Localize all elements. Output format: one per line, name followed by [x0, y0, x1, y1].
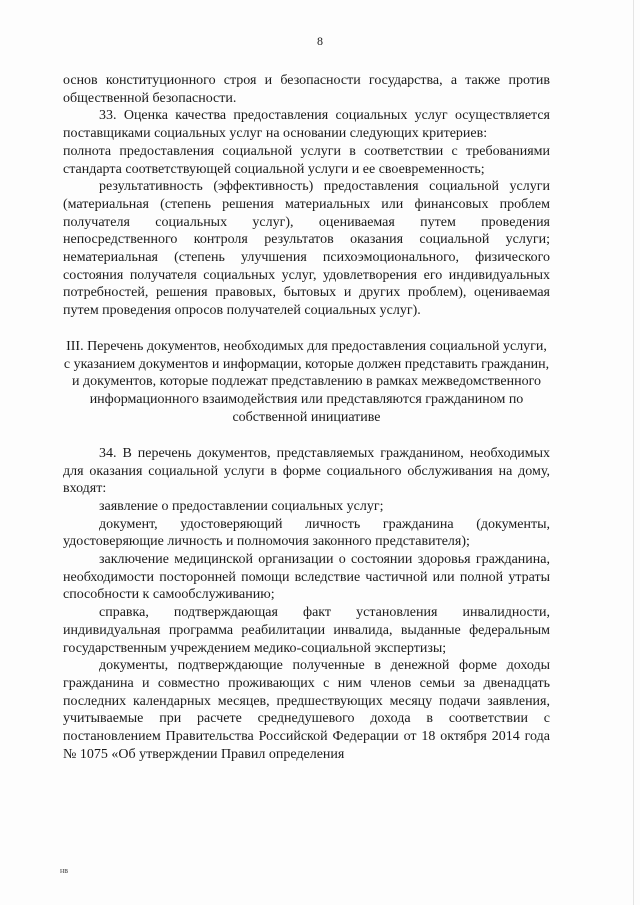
page-number: 8: [317, 34, 323, 48]
section-heading: III. Перечень документов, необходимых для предоставления социальной услуги, с указанием документов и информации, которые должен представить гражданин, и документов, которые подлежат представлению в рамках межведомственного информационного взаимодействия или представляются гражданином по собственной инициативе: [63, 338, 550, 426]
paragraph-34: 34. В перечень документов, представляемых гражданином, необходимых для оказания социальной услуги в форме социального обслуживания на дому, входят:: [63, 445, 550, 497]
spacer: [63, 427, 550, 445]
list-item-income-documents: документы, подтверждающие полученные в денежной форме доходы гражданина и совместно проживающих с ним членов семьи за двенадцать последних календарных месяцев, предшествующих месяцу подачи заявления, учитываемые при расчете среднедушевого дохода в соответствии с постановлением Правительства Российской Федерации от 18 октября 2014 года № 1075 «Об утверждении Правил определения: [63, 658, 550, 762]
list-item-application: заявление о предоставлении социальных услуг;: [99, 498, 384, 514]
list-item-medical-conclusion: заключение медицинской организации о состоянии здоровья гражданина, необходимости посторонней помощи вследствие частичной или полной утраты способности к самообслуживанию;: [63, 552, 550, 603]
criterion-effectiveness: результативность (эффективность) предоставления социальной услуги (материальная (степень решения материальных или финансовых проблем получателя социальных услуг), оцениваемая путем проведения непосредственного контроля результатов оказания социальной услуги; нематериальная (степень улучшения психоэмоционального, физического состояния получателя социальных услуг, удовлетворения его индивидуальных потребностей, решения правовых, бытовых и других проблем), оцениваемая путем проведения опросов получателей социальных услуг).: [63, 179, 550, 319]
paragraph-33: 33. Оценка качества предоставления социальных услуг осуществляется поставщиками социальных услуг на основании следующих критериев:: [63, 108, 550, 142]
document-body: [63, 72, 550, 763]
list-item-disability-certificate: справка, подтверждающая факт установления инвалидности, индивидуальная программа реабилитации инвалида, выданные федеральным государственным учреждением медико-социальной экспертизы;: [63, 605, 550, 656]
spacer: [63, 320, 550, 338]
criterion-completeness: полнота предоставления социальной услуги в соответствии с требованиями стандарта соответствующей социальной услуги и ее своевременность;: [63, 143, 550, 177]
footer-mark: нв: [60, 866, 69, 875]
paragraph-continuation: основ конституционного строя и безопасности государства, а также против общественной безопасности.: [63, 73, 550, 106]
scan-edge: [633, 0, 634, 905]
list-item-identity-document: документ, удостоверяющий личность гражданина (документы, удостоверяющие личность и полномочия законного представителя);: [63, 516, 550, 550]
